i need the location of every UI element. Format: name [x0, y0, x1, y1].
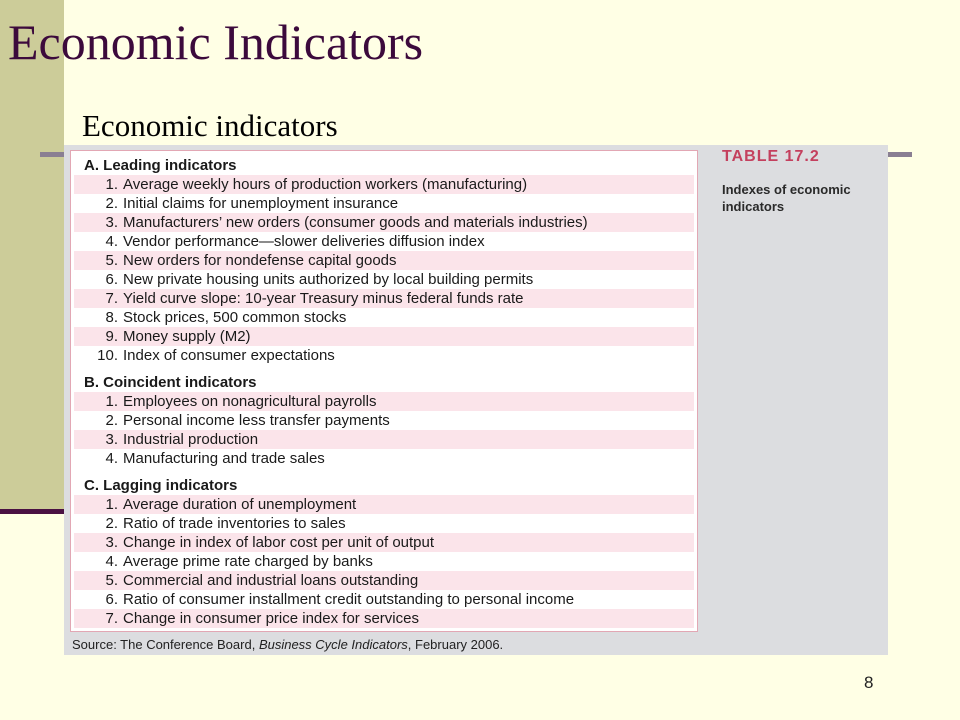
- row-number: 10.: [97, 347, 118, 364]
- table-row: [74, 213, 694, 232]
- slide-subtitle: Economic indicators: [82, 108, 338, 143]
- row-number: 4.: [105, 553, 118, 570]
- table-row: [74, 411, 694, 430]
- table-figure: [64, 145, 888, 655]
- table-row: [74, 289, 694, 308]
- row-text: Change in index of labor cost per unit of output: [123, 534, 435, 551]
- row-text: Average prime rate charged by banks: [123, 553, 373, 570]
- row-text: Stock prices, 500 common stocks: [123, 309, 347, 326]
- row-text: Average duration of unemployment: [123, 496, 357, 513]
- source-suffix: , February 2006.: [407, 637, 504, 652]
- table-row: [74, 609, 694, 628]
- section-gap: [74, 365, 694, 373]
- page-number: 8: [864, 673, 874, 692]
- indicator-table: [70, 150, 698, 632]
- row-number: 7.: [105, 290, 118, 307]
- row-number: 5.: [105, 252, 118, 269]
- row-text: New private housing units authorized by local building permits: [123, 271, 534, 288]
- row-number: 1.: [105, 496, 118, 513]
- row-number: 3.: [105, 214, 118, 231]
- table-row: [74, 495, 694, 514]
- row-text: Ratio of trade inventories to sales: [123, 515, 346, 532]
- row-number: 3.: [105, 534, 118, 551]
- table-label: TABLE 17.2: [722, 148, 820, 165]
- row-text: Initial claims for unemployment insurance: [123, 195, 399, 212]
- row-text: Personal income less transfer payments: [123, 412, 390, 429]
- table-row: [74, 346, 694, 365]
- source-title: Business Cycle Indicators: [258, 637, 408, 652]
- row-number: 1.: [105, 176, 118, 193]
- row-number: 2.: [105, 515, 118, 532]
- section-gap: [74, 468, 694, 476]
- table-row: [74, 392, 694, 411]
- row-number: 6.: [105, 271, 118, 288]
- table-row: [74, 232, 694, 251]
- table-row: [74, 194, 694, 213]
- table-caption: Indexes of economic indicators: [722, 182, 851, 214]
- row-number: 4.: [105, 233, 118, 250]
- row-text: Ratio of consumer installment credit outstanding to personal income: [123, 591, 575, 608]
- row-text: Yield curve slope: 10-year Treasury minus federal funds rate: [123, 290, 524, 307]
- table-row: [74, 430, 694, 449]
- divider-rule-left: [40, 152, 64, 157]
- row-text: New orders for nondefense capital goods: [123, 252, 397, 269]
- table-source: [72, 637, 503, 652]
- table-row: [74, 552, 694, 571]
- row-text: Manufacturers’ new orders (consumer goods and materials industries): [123, 214, 588, 231]
- row-text: Money supply (M2): [123, 328, 251, 345]
- row-text: Index of consumer expectations: [123, 347, 335, 364]
- table-row: [74, 533, 694, 552]
- row-number: 3.: [105, 431, 118, 448]
- row-text: Commercial and industrial loans outstanding: [123, 572, 419, 589]
- table-row: [74, 175, 694, 194]
- row-text: Vendor performance—slower deliveries diffusion index: [123, 233, 485, 250]
- side-accent-line: [0, 509, 64, 514]
- table-row: [74, 251, 694, 270]
- table-row: [74, 327, 694, 346]
- row-text: Average weekly hours of production workers (manufacturing): [123, 176, 528, 193]
- section-heading: C. Lagging indicators: [84, 477, 238, 494]
- row-text: Employees on nonagricultural payrolls: [123, 393, 377, 410]
- divider-rule-right: [888, 152, 912, 157]
- table-row: [74, 270, 694, 289]
- section-heading: A. Leading indicators: [84, 157, 237, 174]
- row-number: 2.: [105, 195, 118, 212]
- row-number: 5.: [105, 572, 118, 589]
- table-row: [74, 571, 694, 590]
- row-number: 7.: [105, 610, 118, 627]
- row-number: 8.: [105, 309, 118, 326]
- row-number: 9.: [105, 328, 118, 345]
- row-text: Manufacturing and trade sales: [123, 450, 325, 467]
- row-number: 2.: [105, 412, 118, 429]
- side-accent-bar: [0, 0, 64, 512]
- row-text: Industrial production: [123, 431, 259, 448]
- table-row: [74, 308, 694, 327]
- table-row: [74, 449, 694, 468]
- row-number: 4.: [105, 450, 118, 467]
- source-prefix: Source: The Conference Board,: [72, 637, 259, 652]
- slide-title: Economic Indicators: [8, 14, 424, 70]
- row-text: Change in consumer price index for services: [123, 610, 419, 627]
- row-number: 1.: [105, 393, 118, 410]
- table-row: [74, 514, 694, 533]
- table-row: [74, 590, 694, 609]
- section-heading: B. Coincident indicators: [84, 374, 257, 391]
- row-number: 6.: [105, 591, 118, 608]
